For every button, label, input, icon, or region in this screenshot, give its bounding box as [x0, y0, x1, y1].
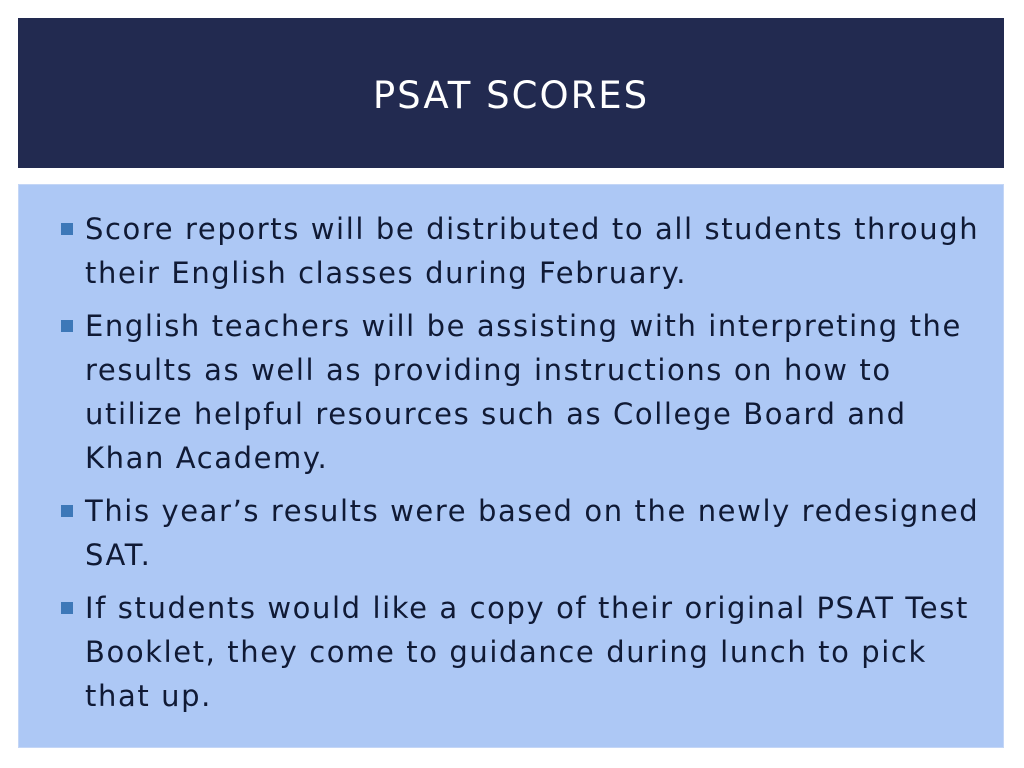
- bullet-list: [61, 207, 991, 727]
- bullet-item: [61, 304, 991, 480]
- square-bullet-icon: [61, 602, 73, 614]
- square-bullet-icon: [61, 505, 73, 517]
- square-bullet-icon: [61, 320, 73, 332]
- bullet-text: Score reports will be distributed to all students through their English classes during February.: [85, 212, 980, 290]
- bullet-item: [61, 489, 991, 577]
- bullet-text: This year’s results were based on the newly redesigned SAT.: [85, 494, 980, 572]
- bullet-item: [61, 586, 991, 718]
- bullet-text: English teachers will be assisting with interpreting the results as well as providing instructions on how to utilize helpful resources such as College Board and Khan Academy.: [85, 309, 962, 475]
- bullet-item: [61, 207, 991, 295]
- bullet-text: If students would like a copy of their original PSAT Test Booklet, they come to guidance during lunch to pick that up.: [85, 591, 969, 713]
- content-panel: [18, 184, 1004, 748]
- title-banner: [18, 18, 1004, 168]
- slide-title: PSAT SCORES: [372, 73, 650, 117]
- square-bullet-icon: [61, 223, 73, 235]
